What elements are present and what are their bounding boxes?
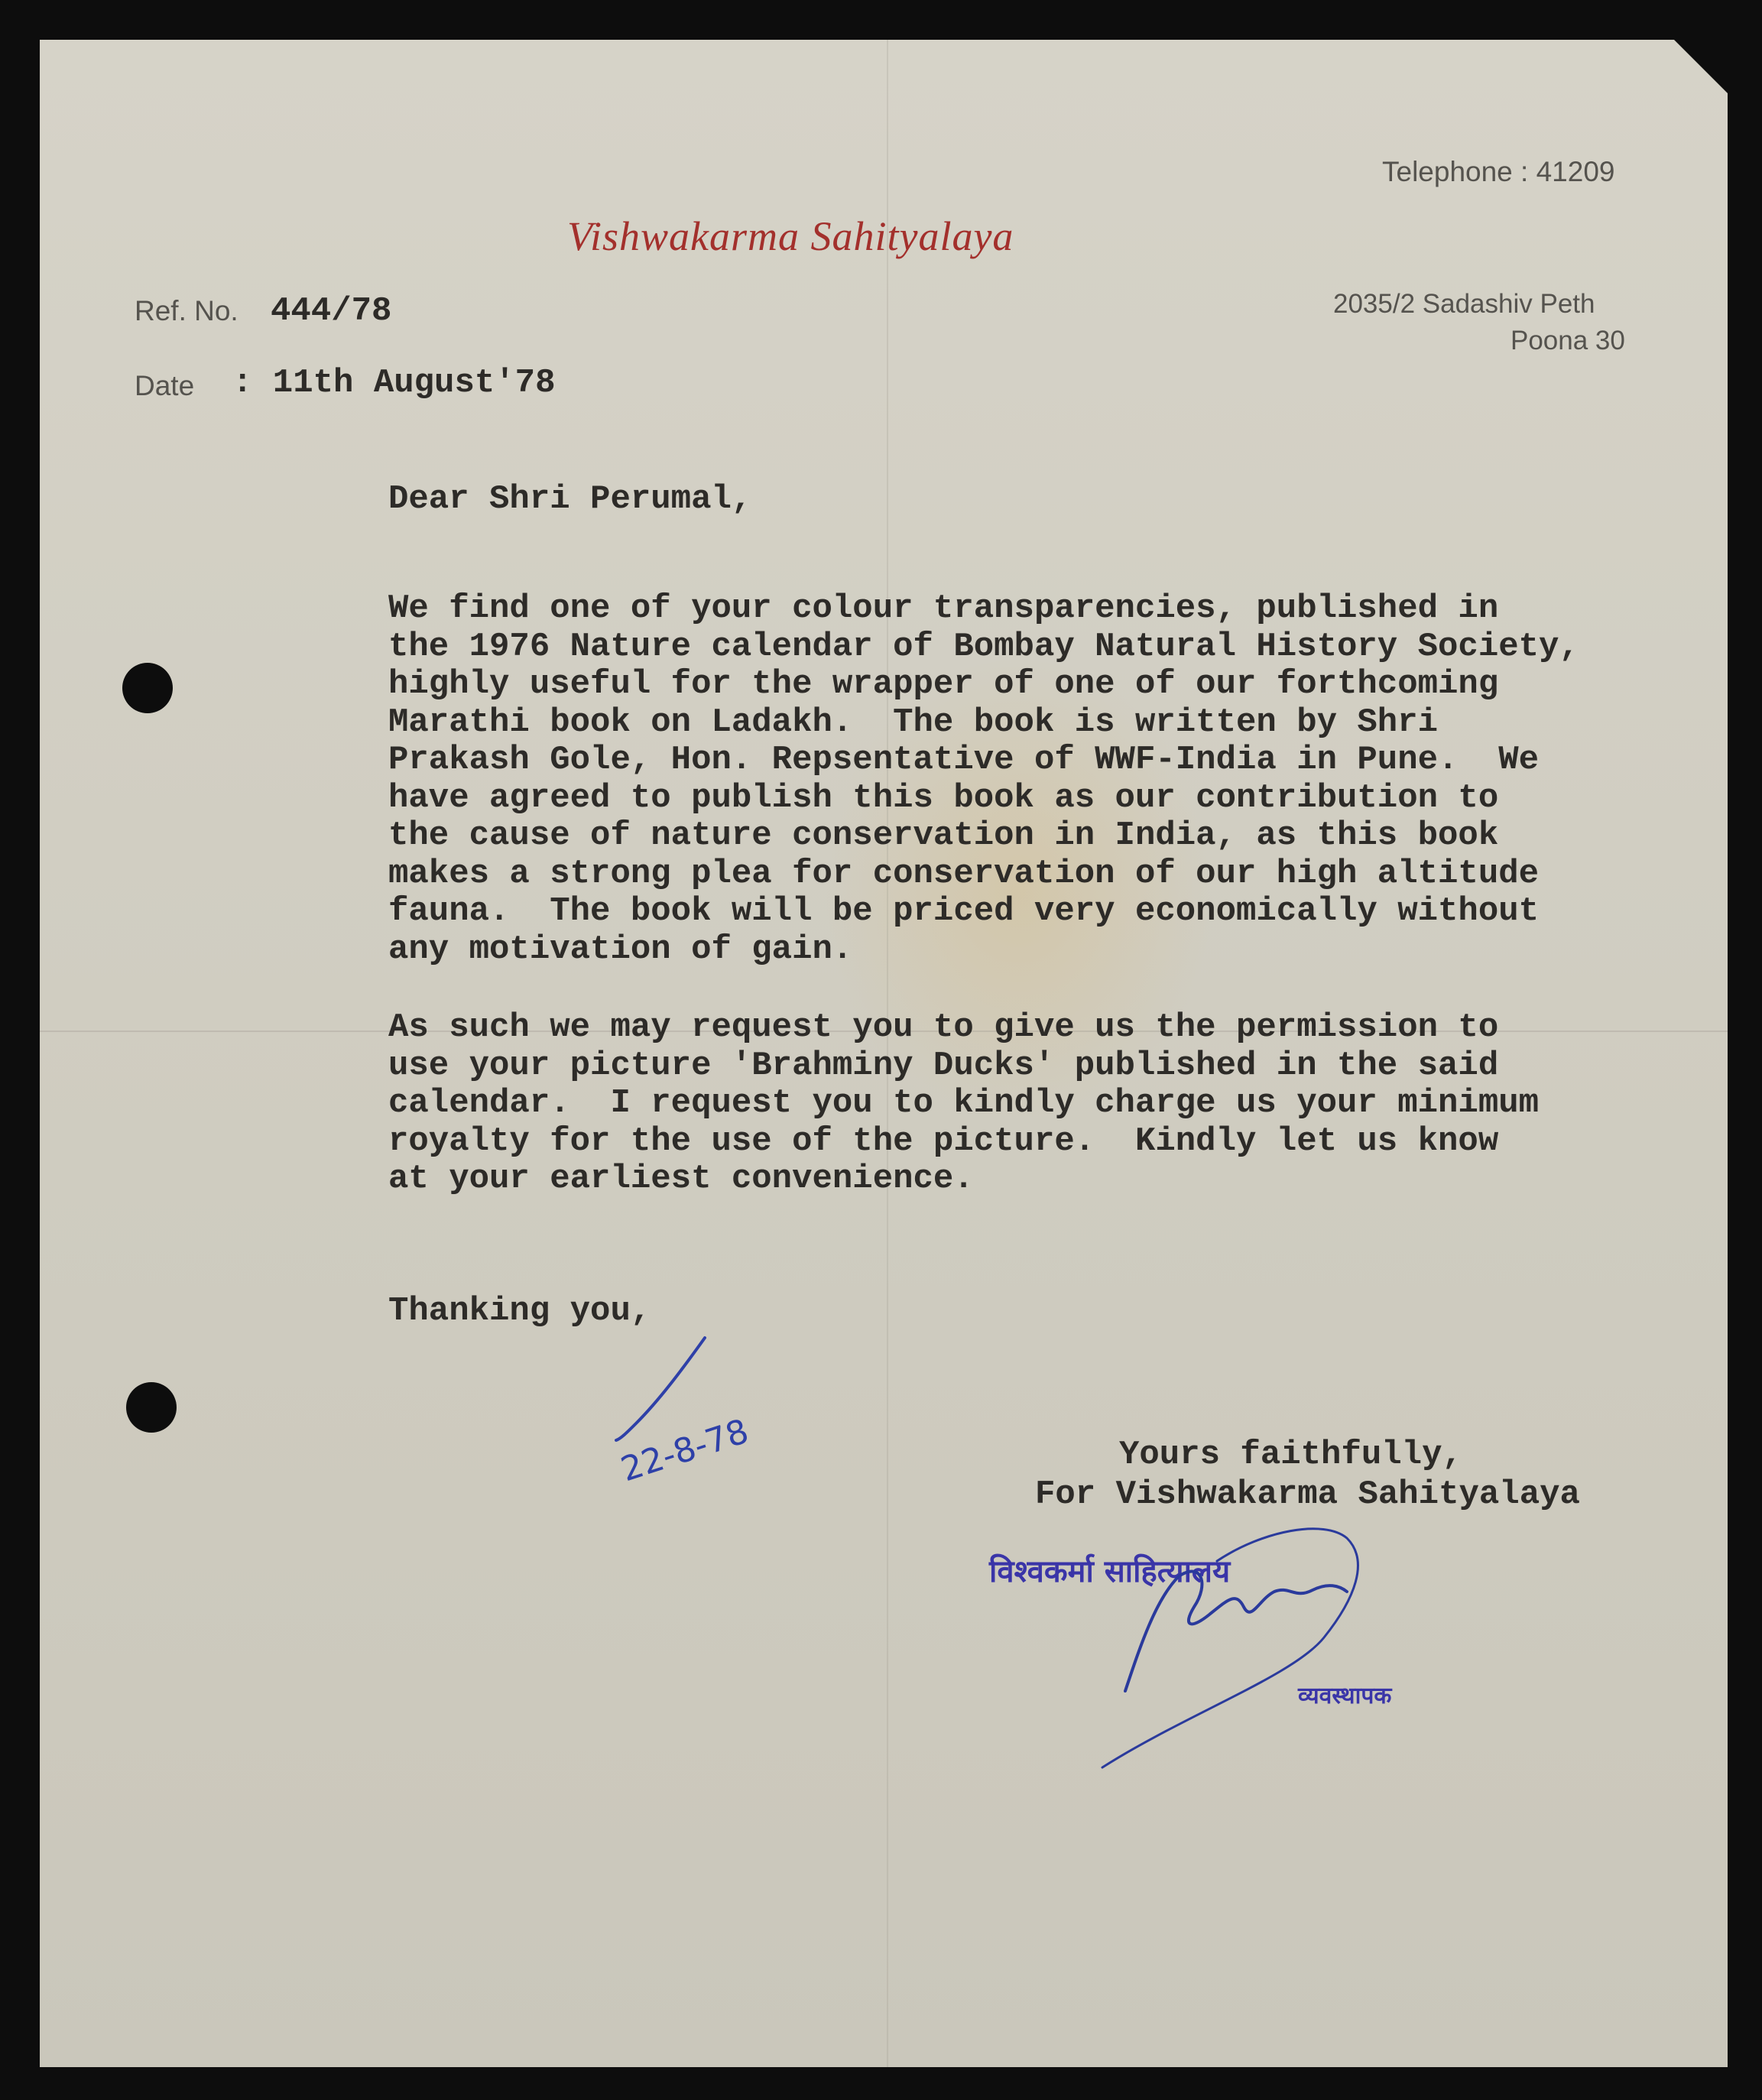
signature [1095,1515,1416,1775]
paragraph-line: calendar. I request you to kindly charge us your minimum [388,1084,1540,1122]
letterhead-organization-name: Vishwakarma Sahityalaya [567,213,1014,259]
body-paragraph-1 [388,590,1579,969]
paragraph-line: As such we may request you to give us the permission to [388,1008,1499,1047]
punch-hole-upper [122,663,173,713]
paragraph-line: use your picture 'Brahminy Ducks' published in the said [388,1046,1499,1085]
paragraph-line: makes a strong plea for conservation of our high altitude [388,854,1540,893]
body-paragraph-2 [388,1009,1539,1199]
punch-hole-lower [126,1382,177,1433]
paragraph-line: highly useful for the wrapper of one of our forthcoming [388,665,1499,703]
ref-number-label: Ref. No. [135,295,239,326]
folded-corner [1674,40,1728,93]
date-value: : 11th August'78 [232,364,556,402]
paragraph-line: at your earliest convenience. [388,1160,974,1198]
paragraph-line: We find one of your colour transparencies, published in [388,589,1499,628]
paragraph-line: fauna. The book will be priced very economically without [388,892,1540,930]
paragraph-line: any motivation of gain. [388,930,853,969]
stamp-designation-text: व्यवस्थापक [1298,1683,1392,1709]
letterhead-telephone: Telephone : 41209 [1382,156,1615,187]
paragraph-line: Prakash Gole, Hon. Repsentative of WWF-India in Pune. We [388,741,1540,779]
salutation: Dear Shri Perumal, [388,480,752,518]
ref-number-value: 444/78 [271,292,392,330]
signoff-organization: For Vishwakarma Sahityalaya [1035,1475,1580,1514]
paragraph-line: Marathi book on Ladakh. The book is written by Shri [388,703,1439,742]
paragraph-line: the cause of nature conservation in India, as this book [388,816,1499,855]
closing-line: Thanking you, [388,1292,651,1330]
paragraph-line: royalty for the use of the picture. Kindly let us know [388,1121,1499,1160]
letterhead-address-line1: 2035/2 Sadashiv Peth [1333,289,1595,319]
stamp-organization-text: विश्वकर्मा साहित्यालय [989,1554,1231,1589]
paragraph-line: the 1976 Nature calendar of Bombay Natural History Society, [388,627,1579,666]
handwritten-received-date: 22-8-78 [616,1411,754,1490]
date-label: Date [135,370,195,401]
letterhead-address-line2: Poona 30 [1511,326,1625,355]
letter-sheet [40,40,1728,2067]
signoff-yours-faithfully: Yours faithfully, [1119,1436,1462,1474]
paragraph-line: have agreed to publish this book as our contribution to [388,778,1499,817]
